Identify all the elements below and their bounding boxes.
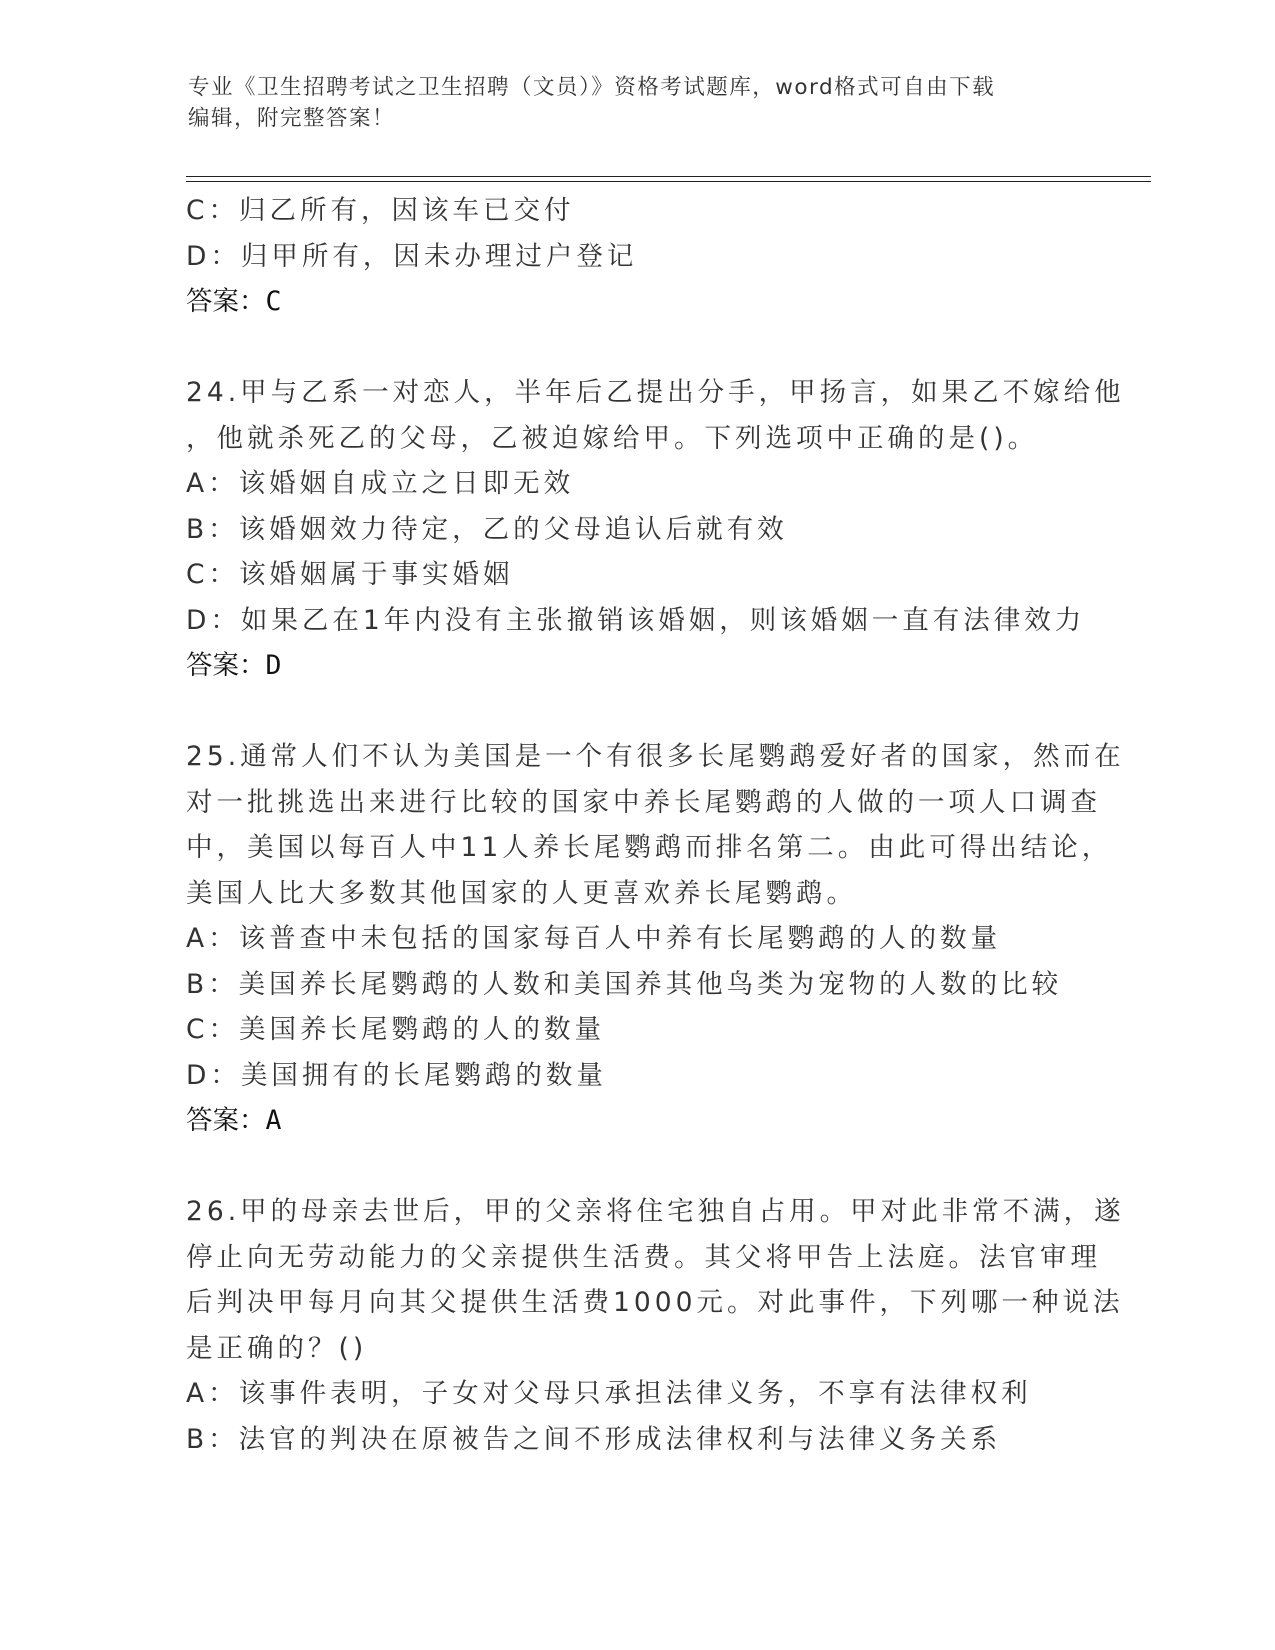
question-stem-line: 后判决甲每月向其父提供生活费1000元。对此事件，下列哪一种说法 [186,1287,1124,1318]
answer-line [186,643,1086,689]
option-b: B：该婚姻效力待定，乙的父母追认后就有效 [186,513,788,545]
answer-line [186,279,1086,325]
question-stem-line: 中，美国以每百人中11人养长尾鹦鹉而排名第二。由此可得出结论， [186,832,1113,863]
spacer [186,689,1086,735]
option-d: D：归甲所有，因未办理过户登记 [186,240,638,272]
question-content [186,188,1125,1462]
question-stem-line: 美国人比大多数其他国家的人更喜欢养长尾鹦鹉。 [186,877,857,909]
answer-value: D [265,650,282,681]
option-a: A：该婚姻自成立之日即无效 [186,468,575,499]
question-stem-line: 25.通常人们不认为美国是一个有很多长尾鹦鹉爱好者的国家，然而在 [186,741,1125,772]
header-rule-top [186,176,1151,177]
question-stem-line: 停止向无劳动能力的父亲提供生活费。其父将甲告上法庭。法官审理 [186,1241,1101,1273]
question-23-tail [186,188,1086,325]
question-stem-line: 是正确的？() [186,1332,368,1364]
answer-label: 答案： [186,650,266,681]
option-a: A：该事件表明，子女对父母只承担法律义务，不享有法律权利 [186,1378,1032,1409]
option-c: C：美国养长尾鹦鹉的人的数量 [186,1014,606,1045]
option-b: B：法官的判决在原被告之间不形成法律权利与法律义务关系 [186,1423,1002,1455]
answer-value: C [265,286,282,317]
answer-label: 答案： [186,1105,266,1136]
option-d: D：如果乙在1年内没有主张撤销该婚姻，则该婚姻一直有法律效力 [186,604,1086,636]
answer-label: 答案： [186,286,266,317]
header-rule-bottom [186,181,1151,182]
question-stem-line: ，他就杀死乙的父母，乙被迫嫁给甲。下列选项中正确的是()。 [186,422,1039,454]
question-25 [186,734,1125,1144]
header-line-1: 专业《卫生招聘考试之卫生招聘（文员）》资格考试题库，word格式可自由下载 [188,75,996,100]
option-b: B：美国养长尾鹦鹉的人数和美国养其他鸟类为宠物的人数的比较 [186,968,1063,1000]
option-c: C：该婚姻属于事实婚姻 [186,559,514,590]
question-stem-line: 26.甲的母亲去世后，甲的父亲将住宅独自占用。甲对此非常不满，遂 [186,1196,1125,1227]
option-a: A：该普查中未包括的国家每百人中养有长尾鹦鹉的人的数量 [186,923,1002,954]
answer-value: A [265,1105,282,1136]
question-24 [186,370,1125,689]
option-c: C：归乙所有，因该车已交付 [186,195,575,226]
header-line-2: 编辑，附完整答案！ [188,106,396,131]
question-26 [186,1189,1125,1462]
question-stem-line: 对一批挑选出来进行比较的国家中养长尾鹦鹉的人做的一项人口调查 [186,786,1101,818]
document-header [188,72,1068,134]
spacer [186,1144,1086,1190]
spacer [186,325,1086,371]
answer-line [186,1098,1086,1144]
option-d: D：美国拥有的长尾鹦鹉的数量 [186,1059,607,1091]
question-stem-line: 24.甲与乙系一对恋人，半年后乙提出分手，甲扬言，如果乙不嫁给他 [186,377,1125,408]
